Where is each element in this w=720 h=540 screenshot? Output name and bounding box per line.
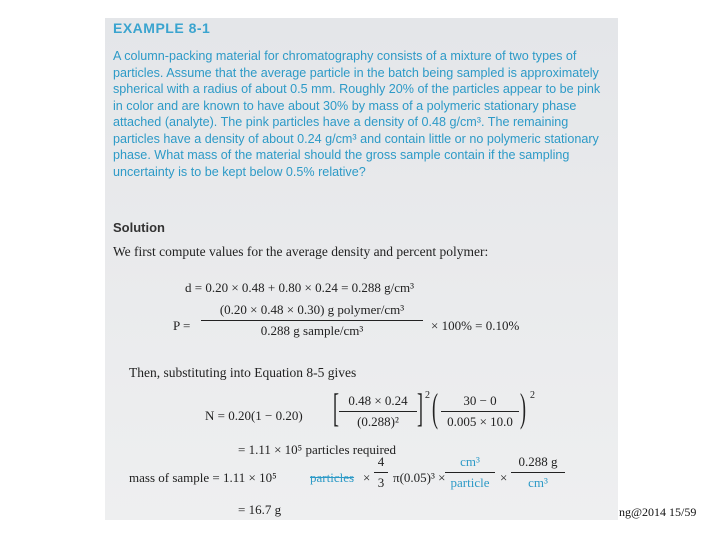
percent-polymer-rhs: × 100% = 0.10%	[431, 318, 520, 333]
percent-polymer-numerator: (0.20 × 0.48 × 0.30) g polymer/cm³	[219, 302, 405, 317]
example-panel	[105, 18, 618, 520]
mass-g-numerator: 0.288 g	[518, 454, 558, 469]
right-paren: )	[520, 385, 526, 430]
mass-cm3-denominator: cm³	[511, 472, 565, 491]
n-fraction-1-numerator: 0.48 × 0.24	[348, 393, 408, 408]
mass-label: mass of sample = 1.11 × 10⁵	[129, 470, 277, 485]
mass-cm3-numerator: cm³	[460, 454, 480, 469]
slide-footer: ng@2014 15/59	[619, 505, 697, 519]
n-fraction-2	[441, 393, 519, 430]
mass-particles-cancelled: particles	[310, 470, 355, 485]
mass-pi-term: π(0.05)³ ×	[393, 470, 446, 485]
percent-polymer-denominator: 0.288 g sample/cm³	[201, 320, 423, 339]
mass-particle-denominator: particle	[445, 472, 495, 491]
mass-times-1: ×	[363, 470, 371, 485]
n-fraction-1	[339, 393, 417, 430]
mass-times-2: ×	[500, 470, 508, 485]
density-equation: d = 0.20 × 0.48 + 0.80 × 0.24 = 0.288 g/cm³	[185, 280, 415, 295]
mass-result: = 16.7 g	[238, 502, 282, 517]
n-result: = 1.11 × 10⁵ particles required	[238, 442, 397, 457]
mass-density-fraction	[511, 454, 565, 491]
n-fraction-1-denominator: (0.288)²	[339, 411, 417, 430]
n-equation-lhs: N = 0.20(1 − 0.20)	[205, 408, 303, 423]
mass-four-thirds	[374, 454, 388, 491]
left-paren: (	[432, 385, 438, 430]
n-exponent-1: 2	[425, 390, 430, 401]
n-exponent-2: 2	[530, 390, 535, 401]
n-fraction-2-denominator: 0.005 × 10.0	[441, 411, 519, 430]
n-fraction-2-numerator: 30 − 0	[463, 393, 497, 408]
right-bracket: ]	[417, 385, 423, 430]
then-text: Then, substituting into Equation 8-5 gives	[129, 365, 357, 380]
mass-frac-numerator: 4	[377, 454, 385, 469]
problem-text: A column-packing material for chromatography consists of a mixture of two types of particles. Assume that the average particle in the batch being sampled is approximately spherical with a radius of about 0.5 mm. Roughly 20% of the particles appear to be pink in color and are known to have about 30% by mass of a polymeric stationary phase attached (analyte). The pink particles have a density of 0.48 g/cm³. The remaining particles have a density of about 0.24 g/cm³ and contain little or no polymeric stationary phase. What mass of the material should the gross sample contain if the sampling uncertainty is to be kept below 0.5% relative?	[113, 49, 601, 179]
left-bracket: [	[333, 385, 339, 430]
mass-frac-denominator: 3	[374, 472, 388, 491]
percent-polymer-fraction	[201, 302, 423, 339]
solution-intro: We first compute values for the average density and percent polymer:	[113, 244, 489, 259]
percent-polymer-lhs: P =	[173, 318, 191, 333]
example-title: EXAMPLE 8-1	[113, 20, 211, 36]
mass-volume-fraction	[445, 454, 495, 491]
solution-heading: Solution	[113, 220, 165, 235]
